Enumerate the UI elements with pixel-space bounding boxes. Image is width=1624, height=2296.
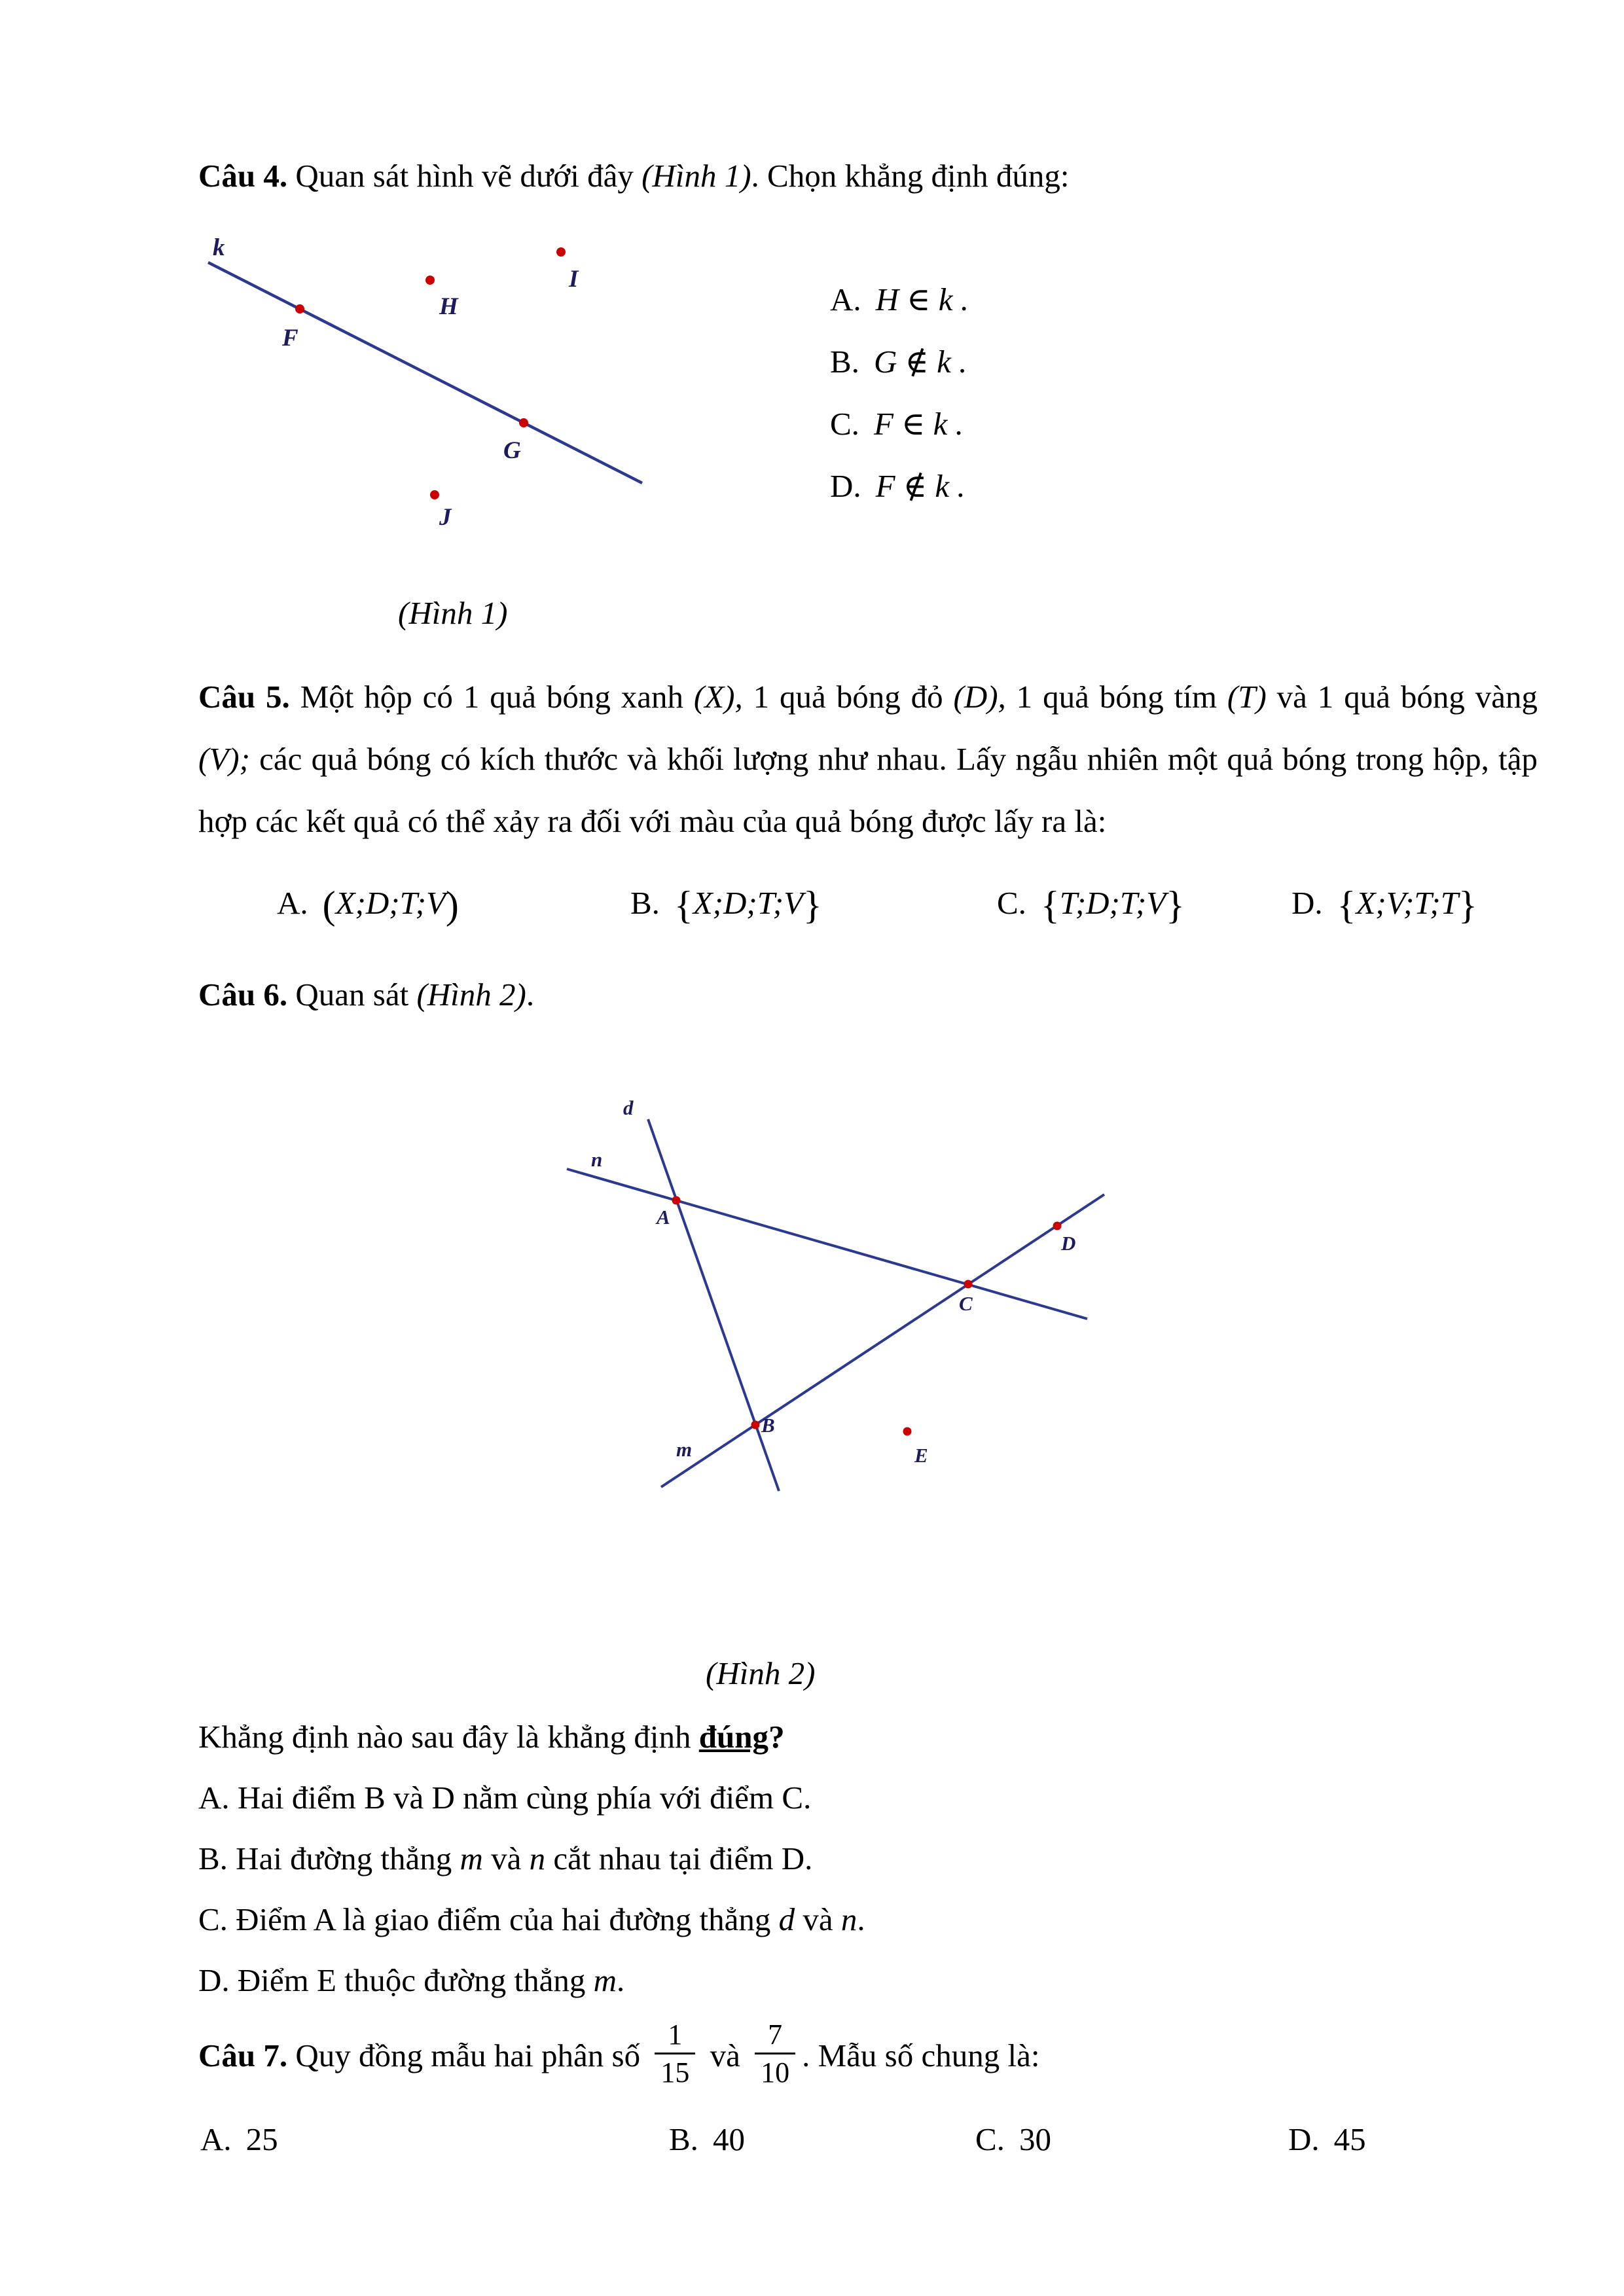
option-value: 25 <box>245 2121 278 2157</box>
question-4-number: Câu 4. <box>198 158 288 194</box>
point-C-dot <box>964 1280 973 1289</box>
point-E-dot <box>903 1427 912 1436</box>
figure-2 <box>560 1097 1116 1503</box>
point-H-dot <box>425 276 435 285</box>
option-letter: D. <box>1291 885 1323 921</box>
question-6-text: Quan sát (Hình 2). <box>287 977 535 1013</box>
question-7-option-d <box>1288 2121 1366 2158</box>
fraction: $\frac{7}{10}$ <box>755 2018 795 2089</box>
question-7-number: Câu 7. <box>198 2037 288 2074</box>
figure-1-labels <box>213 234 579 531</box>
question-5-stem <box>198 666 1538 852</box>
open-delimiter: { <box>1337 884 1356 927</box>
figure-1-points <box>295 247 566 499</box>
label-k: k <box>213 234 225 261</box>
option-letter: D. <box>1288 2121 1320 2157</box>
question-5-text: Một hộp có 1 quả bóng xanh (X), 1 quả bóng đỏ (D), 1 quả bóng tím (T) và 1 quả bóng vàng (V); các quả bóng có kích thước và khối lượng như nhau. Lấy ngẫu nhiên một quả bóng trong hộp, tập hợp các kết quả có thể xảy ra đối với màu của quả bóng được lấy ra là: <box>198 679 1538 839</box>
option-math: X;V;T;T <box>1356 885 1458 921</box>
option-math: G ∉ k . <box>873 344 967 380</box>
option-letter: A. <box>830 281 861 317</box>
option-letter: C. <box>830 406 859 442</box>
label-C: C <box>959 1292 973 1315</box>
option-math: T;D;T;V <box>1059 885 1166 921</box>
label-m: m <box>676 1438 693 1461</box>
option-math: F ∈ k . <box>873 406 964 442</box>
question-6-option-a: A. Hai điểm B và D nằm cùng phía với điểm C. <box>198 1780 812 1816</box>
label-D: D <box>1061 1232 1076 1255</box>
figure-1-caption: (Hình 1) <box>398 595 508 631</box>
question-7-option-a <box>200 2121 278 2158</box>
figure-1-lines <box>208 262 642 483</box>
open-delimiter: ( <box>322 884 336 927</box>
option-letter: A. <box>200 2121 232 2157</box>
point-G-dot <box>519 418 528 427</box>
question-5-option-a <box>277 883 459 928</box>
label-d: d <box>623 1097 634 1119</box>
question-6-number: Câu 6. <box>198 977 288 1013</box>
point-B-dot <box>751 1421 760 1429</box>
point-J-dot <box>430 490 439 499</box>
option-letter: A. <box>277 885 308 921</box>
question-5-number: Câu 5. <box>198 679 290 715</box>
option-value: 40 <box>712 2121 745 2157</box>
option-value: 30 <box>1019 2121 1051 2157</box>
option-letter: B. <box>669 2121 698 2157</box>
option-letter: B. <box>830 344 859 380</box>
close-delimiter: } <box>1458 884 1477 927</box>
question-4-text: Quan sát hình vẽ dưới đây (Hình 1). Chọn khẳng định đúng: <box>287 158 1070 194</box>
question-4-option-d <box>830 455 969 517</box>
question-6-prompt: Khẳng định nào sau đây là khẳng định đúng? <box>198 1719 785 1755</box>
line-m <box>661 1194 1104 1487</box>
label-A: A <box>657 1206 670 1229</box>
label-J: J <box>439 504 452 531</box>
question-6-stem <box>198 976 534 1013</box>
figure-1 <box>198 229 657 543</box>
fraction: $\frac{1}{15}$ <box>655 2018 695 2089</box>
label-I: I <box>569 266 579 293</box>
question-4-options <box>830 268 969 517</box>
figure-2-caption: (Hình 2) <box>706 1655 816 1691</box>
question-4-option-b <box>830 331 969 393</box>
question-4-option-c <box>830 393 969 455</box>
question-7-option-b <box>669 2121 745 2158</box>
question-7-stem <box>198 2018 1040 2094</box>
question-5-option-b <box>630 883 822 928</box>
open-delimiter: { <box>674 884 693 927</box>
figure-2-lines <box>567 1119 1104 1491</box>
option-letter: C. <box>997 885 1026 921</box>
label-G: G <box>503 437 521 464</box>
question-5-option-c <box>997 883 1185 928</box>
label-B: B <box>761 1414 775 1437</box>
question-4-stem <box>198 157 1069 194</box>
figure-2-labels <box>591 1097 1075 1467</box>
open-delimiter: { <box>1040 884 1060 927</box>
close-delimiter: ) <box>445 884 459 927</box>
label-n: n <box>591 1148 603 1171</box>
option-letter: D. <box>830 468 861 504</box>
line-n <box>567 1169 1087 1319</box>
line-k <box>208 262 642 483</box>
close-delimiter: } <box>803 884 822 927</box>
point-F-dot <box>295 304 304 314</box>
question-6-option-c: C. Điểm A là giao điểm của hai đường thẳng d và n. <box>198 1901 865 1937</box>
question-6-option-d: D. Điểm E thuộc đường thẳng m. <box>198 1962 625 1998</box>
label-F: F <box>282 325 298 351</box>
line-d <box>648 1119 779 1491</box>
point-I-dot <box>556 247 566 257</box>
question-6-body <box>198 1706 1538 2011</box>
question-4-option-a <box>830 268 969 331</box>
question-6-option-b: B. Hai đường thẳng m và n cắt nhau tại điểm D. <box>198 1840 813 1876</box>
close-delimiter: } <box>1166 884 1185 927</box>
option-math: X;D;T;V <box>335 885 446 921</box>
figure-2-points <box>672 1196 1062 1436</box>
label-E: E <box>914 1444 928 1467</box>
label-H: H <box>439 293 458 320</box>
question-7-text: Quy đồng mẫu hai phân số $\frac{1}{15}$ và $\frac{7}{10}$ . Mẫu số chung là: <box>287 2018 1040 2089</box>
option-value: 45 <box>1333 2121 1366 2157</box>
point-D-dot <box>1053 1222 1062 1230</box>
point-A-dot <box>672 1196 681 1205</box>
option-letter: B. <box>630 885 660 921</box>
option-math: X;D;T;V <box>693 885 804 921</box>
question-5-option-d <box>1291 883 1477 928</box>
option-math: H ∈ k . <box>875 281 969 317</box>
question-7-option-c <box>975 2121 1051 2158</box>
option-letter: C. <box>975 2121 1005 2157</box>
option-math: F ∉ k . <box>875 468 965 504</box>
